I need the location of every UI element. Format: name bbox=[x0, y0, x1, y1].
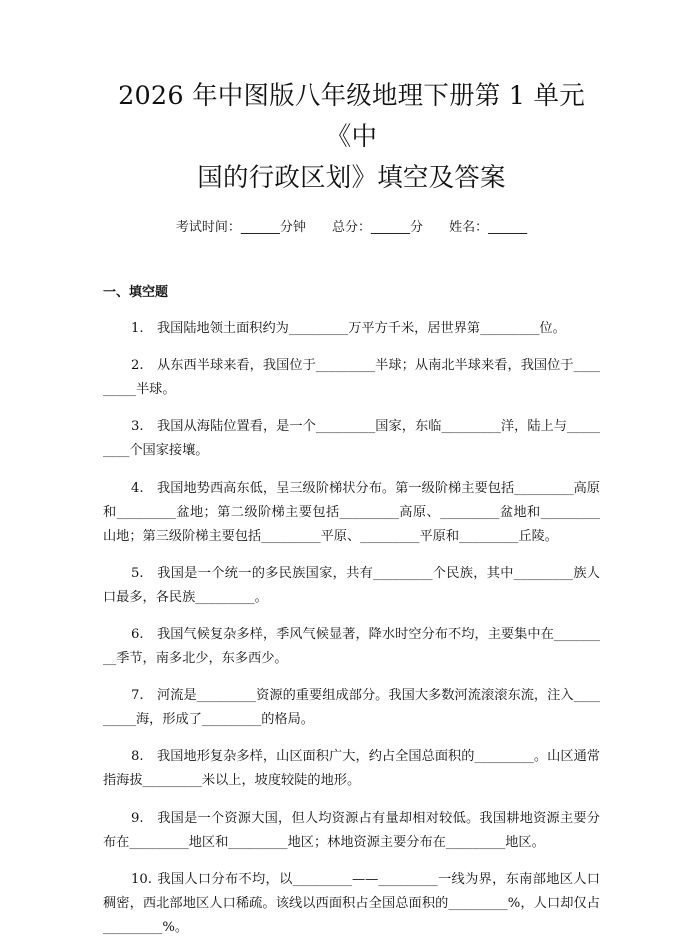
question-text: 我国是一个资源大国，但人均资源占有量却相对较低。我国耕地资源主要分布在_________地区和_________地区；林地资源主要分布在_________地区。 bbox=[103, 810, 600, 850]
question-item bbox=[103, 317, 600, 341]
question-text: 我国地形复杂多样，山区面积广大，约占全国总面积的_________。山区通常指海拔_________米以上，坡度较陡的地形。 bbox=[103, 749, 600, 789]
question-number: 8. bbox=[131, 749, 144, 765]
question-item bbox=[103, 745, 600, 793]
question-item bbox=[103, 684, 600, 732]
question-item bbox=[103, 354, 600, 402]
question-text: 我国地势西高东低，呈三级阶梯状分布。第一级阶梯主要包括_________高原和_________盆地；第二级阶梯主要包括_________高原、_________盆地和_________山地；第三级阶梯主要包括_________平原、_________平原和_________丘陵。 bbox=[103, 480, 600, 544]
question-text: 我国气候复杂多样，季风气候显著，降水时空分布不均，主要集中在_________季节，南多北少，东多西少。 bbox=[103, 626, 600, 666]
question-text: 河流是_________资源的重要组成部分。我国大多数河流滚滚东流，注入_________海，形成了_________的格局。 bbox=[103, 688, 600, 728]
question-text: 我国陆地领土面积约为_________万平方千米，居世界第_________位。 bbox=[157, 321, 566, 336]
question-number: 2. bbox=[131, 358, 144, 374]
student-name: 姓名：______ bbox=[449, 220, 528, 235]
question-item bbox=[103, 807, 600, 855]
question-number: 3. bbox=[131, 419, 144, 435]
question-number: 7. bbox=[131, 688, 144, 704]
question-text: 我国人口分布不均，以_________——_________一线为界，东南部地区人口稠密，西北部地区人口稀疏。该线以西面积占全国总面积的_________%，人口却仅占_________%。 bbox=[103, 871, 600, 935]
exam-time: 考试时间：______分钟 bbox=[175, 220, 306, 235]
question-item bbox=[103, 868, 600, 940]
question-number: 5. bbox=[131, 565, 144, 581]
question-number: 6. bbox=[131, 626, 144, 642]
question-item bbox=[103, 477, 600, 549]
question-item bbox=[103, 415, 600, 463]
question-item bbox=[103, 623, 600, 671]
question-text: 我国从海陆位置看，是一个_________国家，东临_________洋，陆上与_________个国家接壤。 bbox=[103, 419, 600, 459]
question-text: 从东西半球来看，我国位于_________半球；从南北半球来看，我国位于_________半球。 bbox=[103, 358, 600, 398]
question-item bbox=[103, 562, 600, 610]
section-title: 一、填空题 bbox=[103, 285, 169, 300]
title-line-2: 国的行政区划》填空及答案 bbox=[197, 163, 506, 193]
question-number: 9. bbox=[131, 810, 144, 826]
question-number: 4. bbox=[131, 480, 144, 496]
document-title bbox=[103, 76, 600, 199]
question-list bbox=[103, 317, 600, 940]
title-line-1: 2026 年中图版八年级地理下册第 1 单元《中 bbox=[118, 81, 585, 152]
question-number: 1. bbox=[131, 321, 144, 336]
question-number: 10. bbox=[131, 871, 152, 887]
exam-meta bbox=[103, 218, 600, 238]
question-text: 我国是一个统一的多民族国家，共有_________个民族，其中_________族人口最多，各民族_________。 bbox=[103, 565, 600, 605]
total-score: 总分：______分 bbox=[331, 220, 423, 235]
